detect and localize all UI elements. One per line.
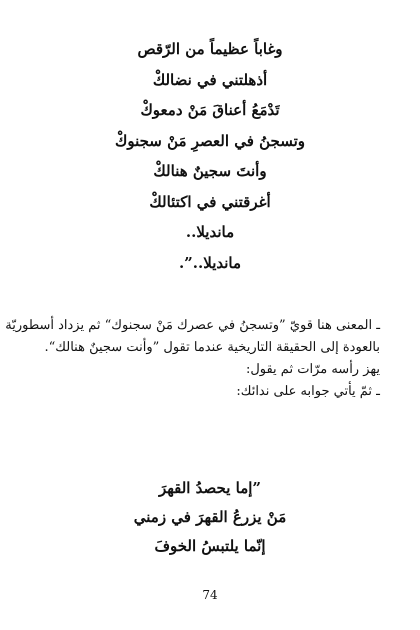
- verse-line: أذهلتني في نضالكْ: [152, 70, 268, 89]
- verse-line: تَدْمَعُ أعناقَ مَنْ دمعوكْ: [140, 101, 280, 119]
- verse-line: مانديلا..”.: [178, 253, 242, 272]
- prose-line: ـ ثمّ يأتي جوابه على ندائك:: [236, 384, 380, 399]
- poem-stanza-top: [0, 34, 420, 278]
- verse-line: ”إما يحصدُ القهرَ: [158, 479, 262, 497]
- verse-line: مَنْ يزرعُ القهرَ في زمني: [133, 508, 287, 526]
- prose-line: بالعودة إلى الحقيقة التاريخية عندما تقول ”وأنت سجينٌ هنالك“.: [44, 340, 380, 355]
- verse-line: وتسجنُ في العصرِ مَنْ سجنوكْ: [114, 131, 306, 150]
- prose-paragraph: [5, 315, 380, 403]
- verse-line: أغرقتني في اكتئالكْ: [149, 192, 271, 211]
- prose-line: ـ المعنى هنا قويّ ”وتسجنُ في عصرك مَنْ سجنوك“ ثم يزداد أسطوريّة: [5, 318, 380, 333]
- verse-line: مانديلا..: [185, 223, 235, 241]
- verse-line: إنّما يلتبسُ الخوفَ: [154, 537, 266, 555]
- page-number: 74: [202, 588, 218, 602]
- poem-stanza-bottom: [0, 474, 420, 561]
- verse-line: وغاباً عظيماً من الرّقص: [137, 40, 283, 58]
- verse-line: وأنتَ سجينٌ هنالكْ: [153, 162, 267, 180]
- prose-line: يهز رأسه مرّات ثم يقول:: [245, 362, 380, 377]
